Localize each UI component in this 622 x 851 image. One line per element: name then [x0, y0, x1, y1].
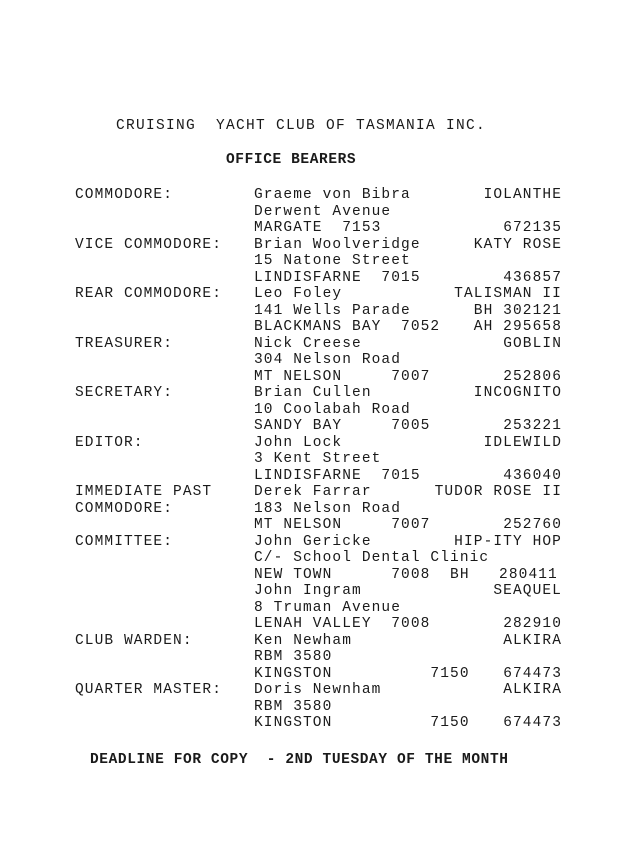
- officer-detail-right: IDLEWILD: [483, 434, 562, 451]
- officer-detail-right: GOBLIN: [503, 335, 562, 352]
- officer-detail-right: IOLANTHE: [483, 187, 562, 203]
- club-name: CRUISING YACHT CLUB OF TASMANIA INC.: [116, 118, 487, 134]
- officer-role: COMMODORE:: [75, 500, 174, 517]
- officer-detail-line: 8 Truman Avenue: [254, 599, 402, 616]
- officer-detail-right: AH 295658: [473, 319, 562, 335]
- officer-role: QUARTER MASTER:: [75, 682, 223, 698]
- officer-detail-line: Brian Woolveridge: [254, 236, 421, 253]
- officer-detail-right: ALKIRA: [503, 682, 562, 698]
- officer-detail-line: MT NELSON 7007: [254, 517, 431, 533]
- officer-detail-line: KINGSTON 7150: [254, 665, 470, 682]
- deadline-notice: DEADLINE FOR COPY - 2ND TUESDAY OF THE MONTH: [90, 752, 509, 768]
- officer-detail-line: MARGATE 7153: [254, 220, 382, 236]
- officer-detail-right: 674473: [503, 665, 562, 682]
- officer-role: COMMITTEE:: [75, 533, 174, 550]
- officer-detail-right: 674473: [503, 715, 562, 731]
- officer-role: TREASURER:: [75, 335, 174, 352]
- officer-detail-right: KATY ROSE: [473, 236, 562, 253]
- officer-detail-right: 436040: [503, 467, 562, 484]
- officer-detail-line: KINGSTON 7150: [254, 715, 470, 731]
- officer-detail-line: 141 Wells Parade: [254, 302, 411, 319]
- officer-detail-right: BH 302121: [473, 302, 562, 319]
- officer-detail-line: 183 Nelson Road: [254, 500, 402, 517]
- officer-detail-line: 3 Kent Street: [254, 451, 382, 467]
- officer-detail-line: John Ingram: [254, 583, 362, 599]
- officer-role: IMMEDIATE PAST: [75, 484, 213, 500]
- officer-role: REAR COMMODORE:: [75, 286, 223, 302]
- officer-detail-line: John Lock: [254, 434, 343, 451]
- officer-detail-line: NEW TOWN 7008 BH 280411: [254, 566, 558, 583]
- officer-detail-line: Brian Cullen: [254, 385, 372, 401]
- officer-detail-line: Nick Creese: [254, 335, 362, 352]
- officer-detail-line: Graeme von Bibra: [254, 187, 411, 203]
- officer-detail-right: 436857: [503, 269, 562, 286]
- officer-detail-line: Leo Foley: [254, 286, 343, 302]
- officer-detail-right: INCOGNITO: [473, 385, 562, 401]
- officer-detail-line: LINDISFARNE 7015: [254, 269, 421, 286]
- officer-detail-right: 252806: [503, 368, 562, 385]
- officer-detail-line: Derek Farrar: [254, 484, 372, 500]
- officer-role: VICE COMMODORE:: [75, 236, 223, 253]
- officer-detail-line: LENAH VALLEY 7008: [254, 616, 431, 632]
- officer-detail-right: SEAQUEL: [493, 583, 562, 599]
- officer-role: SECRETARY:: [75, 385, 174, 401]
- officer-detail-line: 304 Nelson Road: [254, 352, 402, 368]
- officer-detail-right: ALKIRA: [503, 632, 562, 649]
- officer-detail-right: 253221: [503, 418, 562, 434]
- officer-detail-line: RBM 3580: [254, 649, 333, 665]
- officer-detail-right: 252760: [503, 517, 562, 533]
- officer-detail-line: 15 Natone Street: [254, 253, 411, 269]
- officer-detail-line: C/- School Dental Clinic: [254, 550, 490, 566]
- officer-detail-line: MT NELSON 7007: [254, 368, 431, 385]
- officer-role: CLUB WARDEN:: [75, 632, 193, 649]
- officer-detail-right: 282910: [503, 616, 562, 632]
- officer-role: COMMODORE:: [75, 187, 174, 203]
- officer-detail-line: John Gericke: [254, 533, 372, 550]
- section-title: OFFICE BEARERS: [226, 152, 357, 168]
- officer-detail-right: 672135: [503, 220, 562, 236]
- officer-detail-line: Ken Newham: [254, 632, 353, 649]
- officer-detail-line: Doris Newnham: [254, 682, 382, 698]
- officer-role: EDITOR:: [75, 434, 144, 451]
- officer-detail-line: BLACKMANS BAY 7052: [254, 319, 441, 335]
- officer-detail-right: TUDOR ROSE II: [434, 484, 562, 500]
- officer-detail-line: LINDISFARNE 7015: [254, 467, 421, 484]
- officer-detail-line: SANDY BAY 7005: [254, 418, 431, 434]
- officer-detail-right: TALISMAN II: [454, 286, 562, 302]
- officer-detail-line: Derwent Avenue: [254, 203, 392, 220]
- officer-detail-line: RBM 3580: [254, 698, 333, 715]
- officer-detail-right: HIP-ITY HOP: [454, 533, 562, 550]
- officer-detail-line: 10 Coolabah Road: [254, 401, 411, 418]
